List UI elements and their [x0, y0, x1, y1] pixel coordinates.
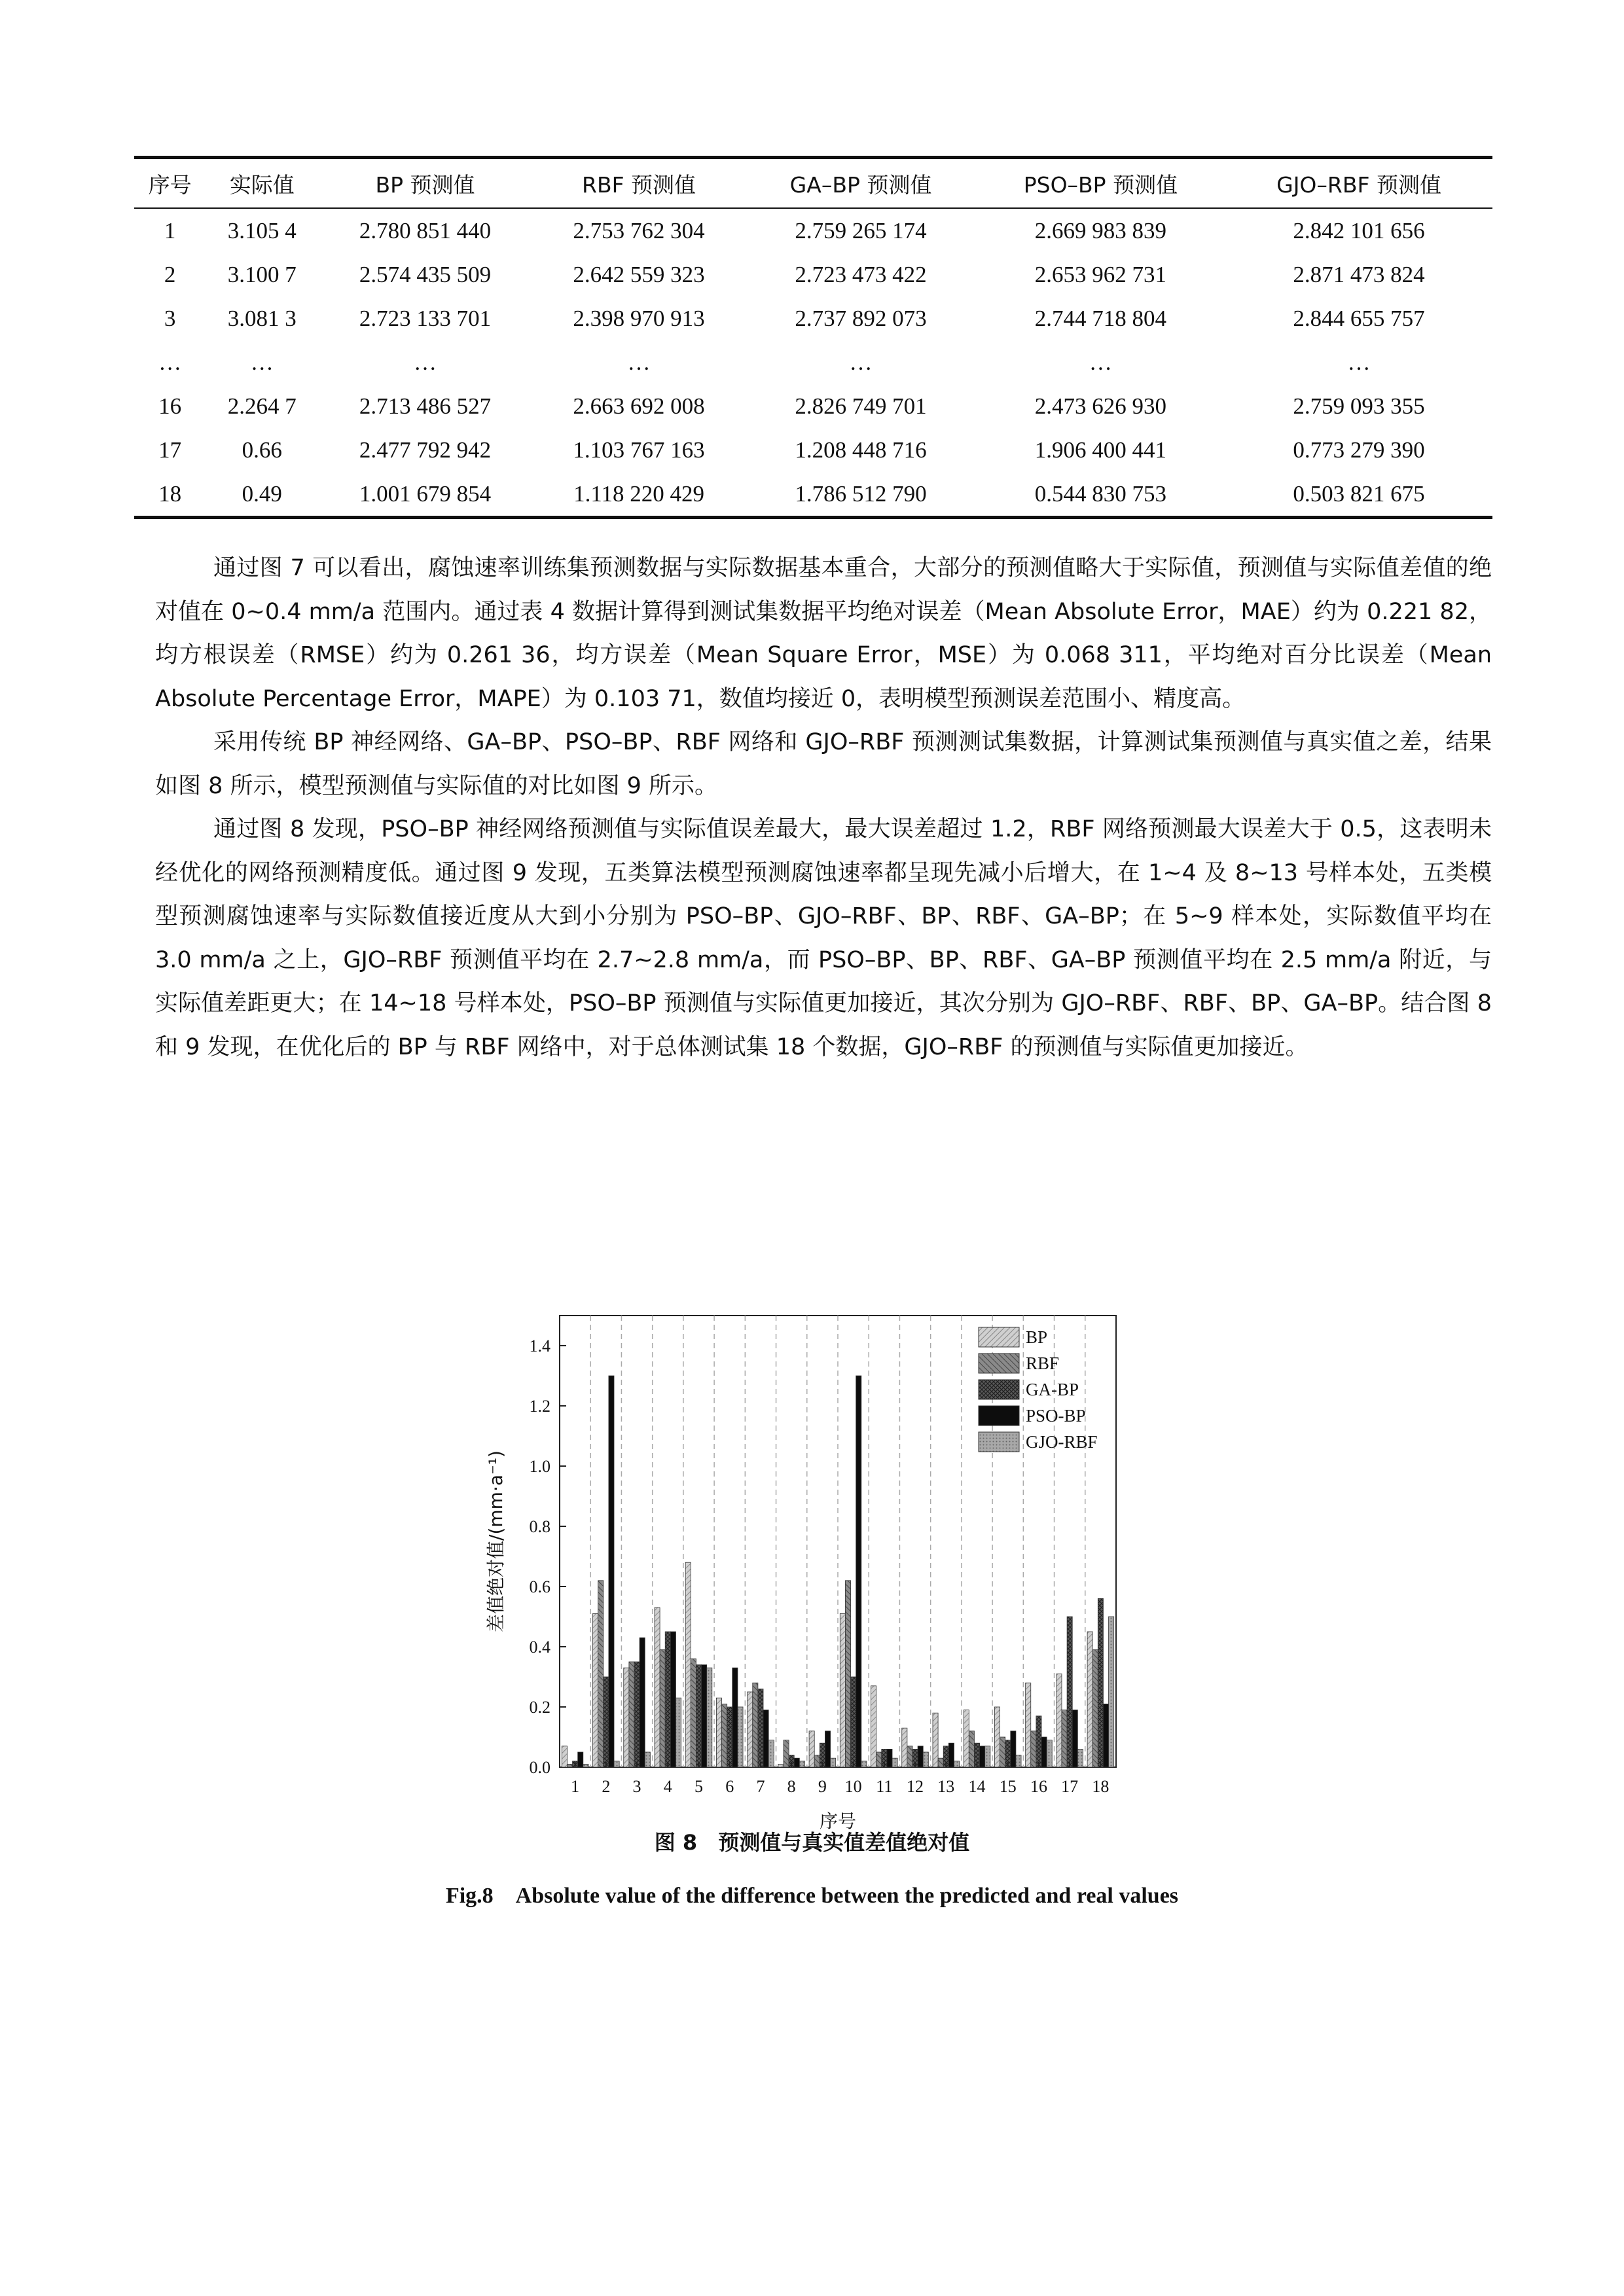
bar — [964, 1710, 969, 1767]
x-tick-label: 1 — [571, 1777, 580, 1796]
table-cell: 1.118 220 429 — [573, 480, 705, 507]
bar — [1103, 1704, 1108, 1767]
table-cell: 0.66 — [242, 437, 282, 463]
table-cell: 2.753 762 304 — [573, 217, 705, 243]
table-cell: 1.103 767 163 — [573, 437, 705, 463]
bar — [629, 1662, 634, 1767]
legend-label: RBF — [1026, 1354, 1060, 1373]
table-header-row — [134, 158, 1492, 209]
table-cell: 18 — [158, 480, 182, 507]
bar — [727, 1707, 732, 1767]
bar — [994, 1707, 1000, 1767]
bar — [1098, 1598, 1103, 1767]
table-cell: 2.477 792 942 — [359, 437, 492, 463]
bar — [614, 1761, 619, 1767]
bar — [655, 1607, 660, 1767]
bar — [567, 1764, 572, 1767]
bar — [871, 1686, 876, 1767]
bar — [732, 1668, 738, 1767]
bar — [851, 1677, 856, 1767]
legend-swatch — [979, 1432, 1019, 1452]
bar — [660, 1650, 665, 1767]
x-axis-label: 序号 — [819, 1810, 857, 1832]
x-tick-label: 5 — [695, 1777, 703, 1796]
table-cell: 2.759 265 174 — [795, 217, 927, 243]
table-row — [134, 340, 1492, 384]
legend-label: BP — [1026, 1327, 1048, 1347]
bar — [696, 1665, 701, 1767]
table-header-cell: 实际值 — [229, 171, 295, 198]
table-cell: 2.723 473 422 — [795, 261, 927, 287]
table-cell: 2.264 7 — [227, 393, 297, 419]
table-cell: 1.786 512 790 — [795, 480, 927, 507]
bar — [856, 1376, 861, 1767]
legend-label: GJO-RBF — [1026, 1432, 1098, 1452]
figure-caption-cn: 图 8 预测值与真实值差值绝对值 — [654, 1830, 970, 1855]
bar — [861, 1761, 867, 1767]
bar — [645, 1752, 650, 1767]
y-tick-label: 0.4 — [529, 1638, 550, 1657]
bar — [738, 1707, 743, 1767]
legend-swatch — [979, 1406, 1019, 1426]
table-cell: 1 — [164, 217, 176, 243]
bar — [1077, 1749, 1083, 1767]
y-tick-label: 0.0 — [529, 1758, 550, 1777]
table-cell: 2.780 851 440 — [359, 217, 492, 243]
bar — [923, 1752, 928, 1767]
bar — [1016, 1755, 1021, 1767]
table-cell: 1.001 679 854 — [359, 480, 492, 507]
legend-swatch — [979, 1327, 1019, 1347]
bar — [763, 1710, 768, 1767]
bar — [768, 1740, 774, 1767]
x-tick-label: 14 — [968, 1777, 986, 1796]
table-cell: 2.669 983 839 — [1034, 217, 1167, 243]
bar — [578, 1752, 583, 1767]
table-row — [134, 384, 1492, 428]
x-tick-label: 16 — [1030, 1777, 1047, 1796]
bar — [933, 1713, 938, 1767]
table-cell: 2.723 133 701 — [359, 305, 492, 331]
table-row — [134, 253, 1492, 296]
bar — [1036, 1716, 1041, 1767]
bar — [918, 1746, 923, 1767]
bar — [902, 1728, 907, 1767]
table-cell: … — [413, 349, 437, 375]
x-tick-label: 9 — [818, 1777, 827, 1796]
bar — [1067, 1617, 1072, 1767]
table-cell: 1.208 448 716 — [795, 437, 927, 463]
bar — [887, 1749, 892, 1767]
table-cell: … — [1347, 349, 1371, 375]
bar — [938, 1758, 943, 1767]
bar — [753, 1683, 758, 1767]
figure-8 — [471, 1299, 1126, 1901]
x-tick-label: 11 — [876, 1777, 893, 1796]
bar — [948, 1743, 954, 1767]
legend-swatch — [979, 1380, 1019, 1399]
y-tick-label: 0.8 — [529, 1517, 550, 1536]
bar — [702, 1665, 707, 1767]
bar — [845, 1581, 850, 1767]
table-header-cell: 序号 — [148, 171, 192, 198]
bar — [985, 1746, 990, 1767]
bar — [809, 1731, 814, 1767]
bar — [593, 1613, 598, 1767]
table-header-cell: RBF 预测值 — [582, 171, 696, 198]
table-cell: … — [158, 349, 182, 375]
table-cell: 3.105 4 — [227, 217, 297, 243]
y-tick-label: 0.2 — [529, 1698, 550, 1717]
bar — [1011, 1731, 1016, 1767]
bar — [1092, 1650, 1098, 1767]
bar — [1109, 1617, 1114, 1767]
table-header-cell: GA–BP 预测值 — [789, 171, 932, 198]
bar — [685, 1562, 691, 1767]
paragraph: 通过图 8 发现，PSO–BP 神经网络预测值与实际值误差最大，最大误差超过 1.2，RBF 网络预测最大误差大于 0.5，这表明未经优化的网络预测精度低。通过图 9 发现，五类算法模型预测腐蚀速率都呈现先减小后增大，在 1~4 及 8~13 号样本处，五类模型预测腐蚀速率与实际数值接近度从大到小分别为 PSO–BP、GJO–RBF、BP、RBF、GA–BP；在 5~9 样本处，实际数值平均在 3.0 mm/a 之上，GJO–RBF 预测值平均在 2.7~2.8 mm/a，而 PSO–BP、BP、RBF、GA–BP 预测值平均在 2.5 mm/a 附近，与实际值差距更大；在 14~18 号样本处，PSO–BP 预测值与实际值更加接近，其次分别为 GJO–RBF、RBF、BP、GA–BP。结合图 8 和 9 发现，在优化后的 BP 与 RBF 网络中，对于总体测试集 18 个数据，GJO–RBF 的预测值与实际值更加接近。 — [155, 816, 1492, 1060]
bar — [609, 1376, 614, 1767]
bar — [1047, 1740, 1052, 1767]
y-tick-label: 1.2 — [529, 1397, 550, 1416]
table-cell: 2.663 692 008 — [573, 393, 705, 419]
table-header-cell: GJO–RBF 预测值 — [1276, 171, 1441, 198]
bar — [670, 1632, 676, 1767]
table-cell: 2.844 655 757 — [1293, 305, 1425, 331]
table-cell: 2.871 473 824 — [1293, 261, 1425, 287]
bar — [665, 1632, 670, 1767]
bar — [758, 1689, 763, 1767]
table-cell: 0.773 279 390 — [1293, 437, 1425, 463]
bar — [969, 1731, 974, 1767]
bar — [1000, 1737, 1005, 1767]
body-text — [155, 547, 1492, 1069]
table-cell: … — [627, 349, 651, 375]
table-row — [134, 472, 1492, 518]
paragraph: 通过图 7 可以看出，腐蚀速率训练集预测数据与实际数据基本重合，大部分的预测值略大于实际值，预测值与实际值差值的绝对值在 0~0.4 mm/a 范围内。通过表 4 数据计算得到测试集数据平均绝对误差（Mean Absolute Error，MAE）约为 0.221 82，均方根误差（RMSE）约为 0.261 36，均方误差（Mean Square Error，MSE）为 0.068 311，平均绝对百分比误差（Mean Absolute Percentage Error，MAPE）为 0.103 71，数值均接近 0，表明模型预测误差范围小、精度高。 — [155, 555, 1492, 712]
bar — [640, 1638, 645, 1767]
bar — [1031, 1731, 1036, 1767]
table-row — [134, 208, 1492, 253]
bar — [1062, 1710, 1067, 1767]
legend-label: PSO-BP — [1026, 1406, 1086, 1426]
bar — [1056, 1674, 1062, 1767]
table-cell: 16 — [158, 393, 182, 419]
x-tick-label: 15 — [999, 1777, 1017, 1796]
y-tick-label: 1.4 — [529, 1336, 550, 1355]
x-tick-label: 17 — [1061, 1777, 1079, 1796]
bar — [676, 1698, 681, 1767]
x-tick-label: 6 — [725, 1777, 734, 1796]
table-cell: 0.503 821 675 — [1293, 480, 1425, 507]
bar — [799, 1761, 804, 1767]
bar — [907, 1746, 912, 1767]
bar — [784, 1740, 789, 1767]
data-table — [134, 156, 1492, 519]
bar — [840, 1613, 845, 1767]
table-header-cell: BP 预测值 — [375, 171, 475, 198]
bar — [722, 1704, 727, 1767]
x-tick-label: 2 — [602, 1777, 611, 1796]
table-row — [134, 296, 1492, 340]
x-tick-label: 12 — [907, 1777, 924, 1796]
bar — [1072, 1710, 1077, 1767]
bar — [604, 1677, 609, 1767]
bar — [707, 1668, 712, 1767]
legend-swatch — [979, 1354, 1019, 1373]
table-cell: 2.574 435 509 — [359, 261, 492, 287]
bar — [794, 1758, 799, 1767]
bar — [892, 1758, 897, 1767]
table-cell: 2.744 718 804 — [1034, 305, 1167, 331]
table-cell: 2.826 749 701 — [795, 393, 927, 419]
table-row — [134, 428, 1492, 472]
bar — [691, 1659, 696, 1767]
bar — [1087, 1632, 1092, 1767]
figure-caption-en: Fig.8 Absolute value of the difference between the predicted and real values — [445, 1884, 1179, 1908]
bar — [748, 1692, 753, 1767]
table-cell: … — [849, 349, 873, 375]
bar-chart — [471, 1299, 1126, 1901]
y-axis-label: 差值绝对值/(mm·a⁻¹) — [485, 1450, 507, 1632]
bar — [825, 1731, 830, 1767]
bar — [1041, 1737, 1047, 1767]
table-cell: … — [250, 349, 274, 375]
bar — [831, 1758, 836, 1767]
table-cell: 2.759 093 355 — [1293, 393, 1425, 419]
table-cell: 0.544 830 753 — [1034, 480, 1167, 507]
table-cell: 2.842 101 656 — [1293, 217, 1425, 243]
x-tick-label: 13 — [937, 1777, 955, 1796]
table-cell: 17 — [158, 437, 182, 463]
bar — [954, 1761, 959, 1767]
table-cell: 2.737 892 073 — [795, 305, 927, 331]
table-cell: 3.081 3 — [227, 305, 297, 331]
bar — [980, 1746, 985, 1767]
bar — [562, 1746, 567, 1767]
bar — [624, 1668, 629, 1767]
table-header-cell: PSO–BP 预测值 — [1023, 171, 1178, 198]
table-cell: 3 — [164, 305, 176, 331]
bar — [814, 1755, 820, 1767]
table-cell: 2 — [164, 261, 176, 287]
table-cell: 1.906 400 441 — [1034, 437, 1167, 463]
table-cell: 3.100 7 — [227, 261, 297, 287]
bar — [716, 1698, 721, 1767]
table-cell: 2.653 962 731 — [1034, 261, 1167, 287]
y-tick-label: 1.0 — [529, 1457, 550, 1476]
x-tick-label: 7 — [756, 1777, 765, 1796]
bar — [876, 1752, 882, 1767]
table-cell: 2.713 486 527 — [359, 393, 492, 419]
bar — [634, 1662, 640, 1767]
x-tick-label: 4 — [663, 1777, 672, 1796]
x-tick-label: 3 — [632, 1777, 641, 1796]
legend-label: GA-BP — [1026, 1380, 1079, 1399]
table-cell: … — [1089, 349, 1112, 375]
table-cell: 2.473 626 930 — [1034, 393, 1167, 419]
bar — [1026, 1683, 1031, 1767]
x-tick-label: 8 — [787, 1777, 796, 1796]
table-cell: 0.49 — [242, 480, 282, 507]
x-tick-label: 10 — [844, 1777, 862, 1796]
paragraph: 采用传统 BP 神经网络、GA–BP、PSO–BP、RBF 网络和 GJO–RBF 预测测试集数据，计算测试集预测值与真实值之差，结果如图 8 所示，模型预测值与实际值的对比如图 9 所示。 — [155, 729, 1492, 799]
y-tick-label: 0.6 — [529, 1577, 550, 1596]
x-tick-label: 18 — [1092, 1777, 1110, 1796]
table-cell: 2.398 970 913 — [573, 305, 705, 331]
bar — [778, 1764, 784, 1767]
bar — [583, 1764, 588, 1767]
table-cell: 2.642 559 323 — [573, 261, 705, 287]
bar — [598, 1581, 604, 1767]
